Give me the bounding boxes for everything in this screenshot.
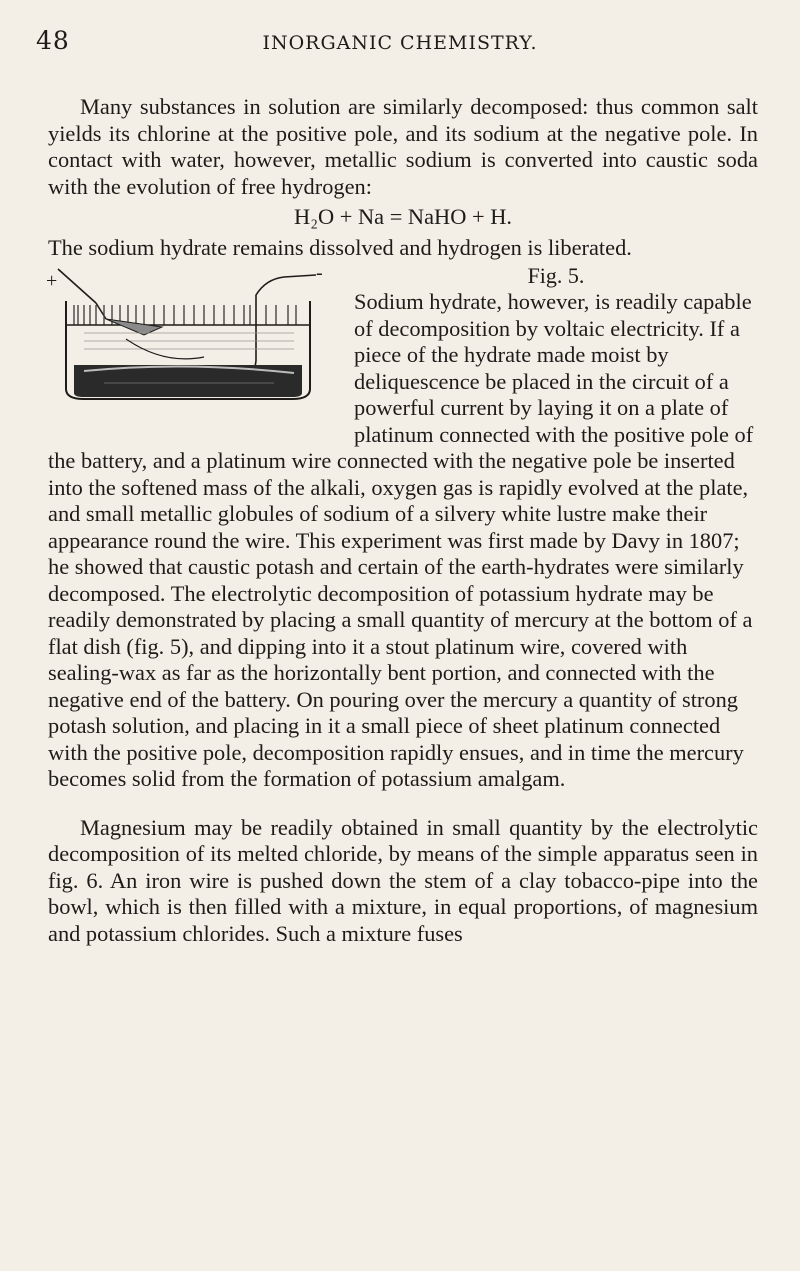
paragraph-1: Many substances in solution are similarly decomposed: thus common salt yields its chlorine at the positive pole, and its sodium at the negative pole. In contact with water, however, metallic sodium is converted into caustic soda with the evolution of free hydrogen: xyxy=(48,94,758,199)
minus-sign: - xyxy=(316,262,323,284)
plus-sign: + xyxy=(46,270,58,292)
running-title: INORGANIC CHEMISTRY. xyxy=(262,32,538,54)
figure-5 xyxy=(44,261,332,435)
paragraph-4: Magnesium may be readily obtained in small quantity by the electrolytic decomposition of its melted chloride, by means of the simple apparatus seen in fig. 6. An iron wire is pushed down the stem of a clay tobacco-pipe into the bowl, which is then filled with a mixture, in equal proportions, of magnesium and potassium chlorides. Such a mixture fuses xyxy=(48,814,758,946)
chemical-equation: H₂O + Na = NaHO + H. xyxy=(294,204,512,229)
electrolysis-dish-illustration xyxy=(44,261,332,407)
paragraph-2: The sodium hydrate remains dissolved and hydrogen is liberated. xyxy=(48,234,632,260)
page-number: 48 xyxy=(36,26,70,55)
paragraph-3-text: Sodium hydrate, however, is readily capable of decomposition by voltaic electricity. If a piece of the hydrate made moist by deliquescence be placed in the circuit of a powerful current by laying it on a plate of platinum connected with the positive pole of the battery, and a platinum wire connected with the negative pole be inserted into the softened mass of the alkali, oxygen gas is rapidly evolved at the plate, and small metallic globules of sodium of a silvery white lustre make their appearance round the wire. This experiment was first made by Davy in 1807; he showed that caustic potash and certain of the earth-hydrates were similarly decomposed. The electrolytic decomposition of potassium hydrate may be readily demonstrated by placing a small quantity of mercury at the bottom of a flat dish (fig. 5), and dipping into it a stout platinum wire, covered with sealing-wax as far as the horizontally bent portion, and connected with the negative end of the battery. On pouring over the mercury a quantity of strong potash solution, and placing in it a small piece of sheet platinum connected with the positive pole, decomposition rapidly ensues, and in time the mercury becomes solid from the formation of potassium amalgam. xyxy=(48,289,754,791)
body-text xyxy=(48,94,758,947)
figure-caption: Fig. 5. xyxy=(527,263,585,288)
page-header xyxy=(0,22,800,62)
